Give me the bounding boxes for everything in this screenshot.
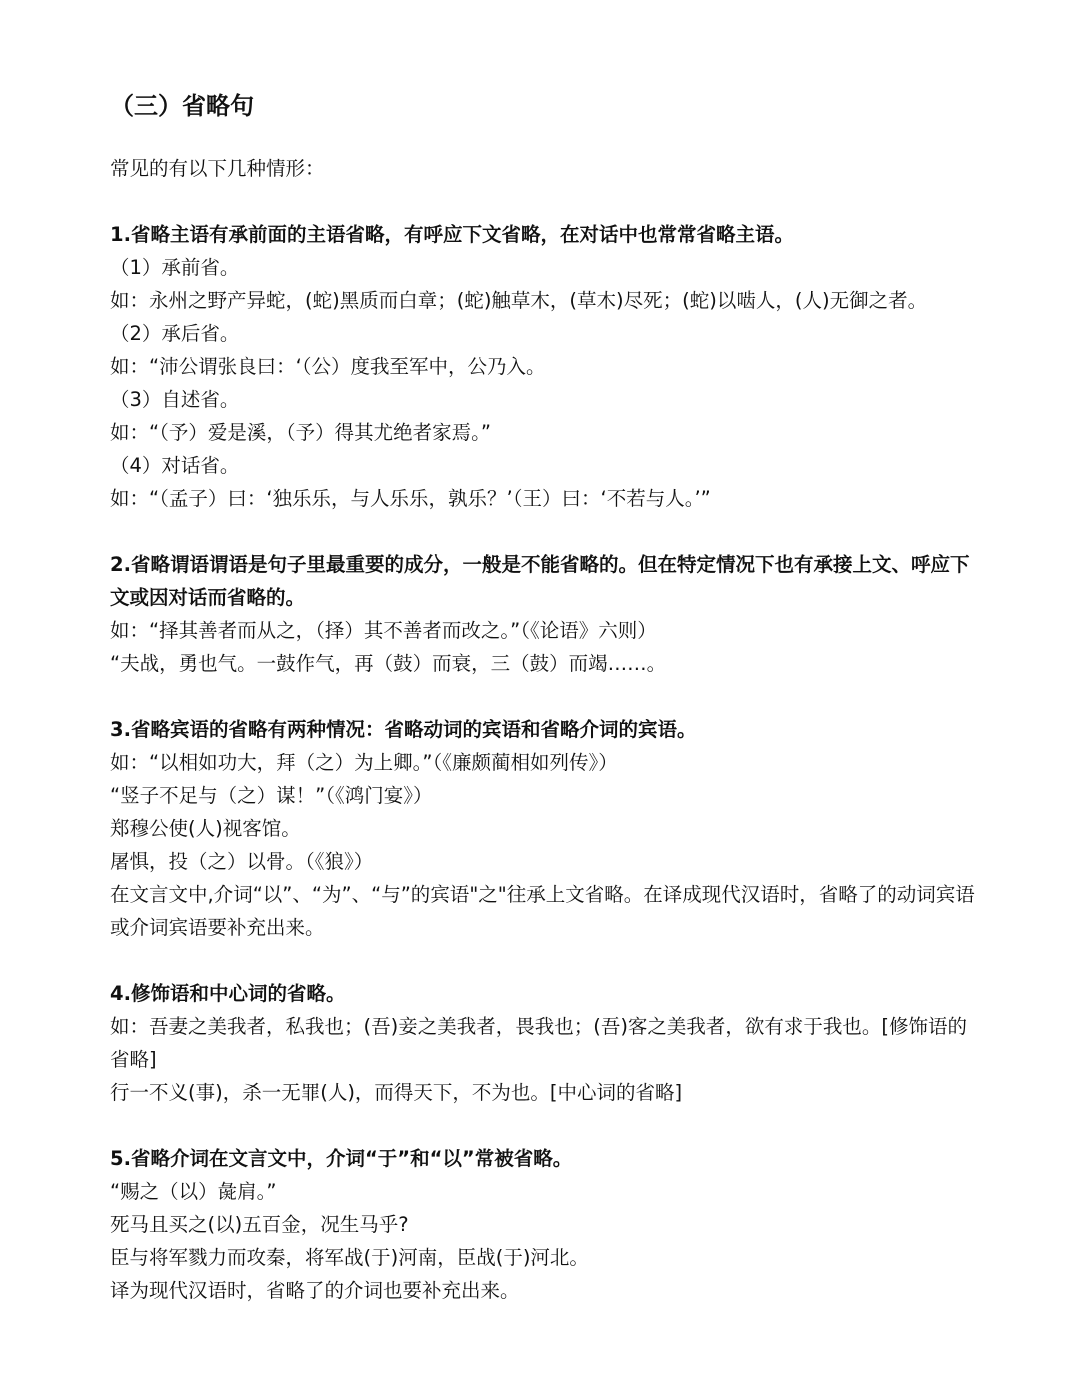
section-modifier-omission [110, 977, 980, 1109]
section-object-omission [110, 713, 980, 944]
text-line: （1）承前省。 [110, 256, 240, 279]
section-predicate-omission [110, 548, 980, 680]
text-line: 在文言文中,介词“以”、“为”、“与”的宾语"之"往承上文省略。在译成现代汉语时，省略了的动词宾语或介词宾语要补充出来。 [110, 883, 975, 939]
text-line: 郑穆公使(人)视客馆。 [110, 817, 301, 840]
text-line: 行一不义(事)，杀一无罪(人)，而得天下，不为也。[中心词的省略] [110, 1081, 683, 1104]
section-subject-omission [110, 218, 980, 515]
text-line: （4）对话省。 [110, 454, 240, 477]
text-line: 译为现代汉语时，省略了的介词也要补充出来。 [110, 1279, 520, 1302]
text-line: 如：“以相如功大，拜（之）为上卿。”（《廉颇蔺相如列传》） [110, 751, 618, 774]
section-preposition-omission [110, 1142, 980, 1307]
section-title: 4.修饰语和中心词的省略。 [110, 982, 346, 1005]
text-line: 如：吾妻之美我者，私我也；(吾)妾之美我者，畏我也；(吾)客之美我者，欲有求于我也。[修饰语的省略] [110, 1015, 968, 1071]
text-line: 如：“择其善者而从之，（择）其不善者而改之。”（《论语》六则） [110, 619, 657, 642]
page-title: （三）省略句 [110, 92, 254, 120]
text-line: 如：“沛公谓张良曰：‘（公）度我至军中，公乃入。 [110, 355, 546, 378]
text-line: 屠惧，投（之）以骨。（《狼》） [110, 850, 374, 873]
text-line: “竖子不足与（之）谋！”（《鸿门宴》） [110, 784, 433, 807]
intro-text: 常见的有以下几种情形： [110, 157, 325, 180]
text-line: 臣与将军戮力而攻秦，将军战(于)河南，臣战(于)河北。 [110, 1246, 589, 1269]
text-line: “赐之（以）彘肩。” [110, 1180, 277, 1203]
text-line: 如：“（予）爱是溪，（予）得其尤绝者家焉。” [110, 421, 491, 444]
section-title: 2.省略谓语谓语是句子里最重要的成分，一般是不能省略的。但在特定情况下也有承接上文、呼应下文或因对话而省略的。 [110, 553, 970, 609]
text-line: 如：“（孟子）曰：‘独乐乐，与人乐乐，孰乐？’（王）曰：‘不若与人。’” [110, 487, 711, 510]
section-title: 1.省略主语有承前面的主语省略，有呼应下文省略，在对话中也常常省略主语。 [110, 223, 794, 246]
section-title: 5.省略介词在文言文中，介词“于”和“以”常被省略。 [110, 1147, 573, 1170]
text-line: 死马且买之(以)五百金，况生马乎? [110, 1213, 409, 1236]
section-title: 3.省略宾语的省略有两种情况：省略动词的宾语和省略介词的宾语。 [110, 718, 697, 741]
text-line: （2）承后省。 [110, 322, 240, 345]
document-content [110, 88, 980, 1307]
text-line: “夫战，勇也气。一鼓作气，再（鼓）而衰，三（鼓）而竭……。 [110, 652, 667, 675]
text-line: 如：永州之野产异蛇，(蛇)黑质而白章；(蛇)触草木，(草木)尽死；(蛇)以啮人，(人)无御之者。 [110, 289, 928, 312]
text-line: （3）自述省。 [110, 388, 240, 411]
